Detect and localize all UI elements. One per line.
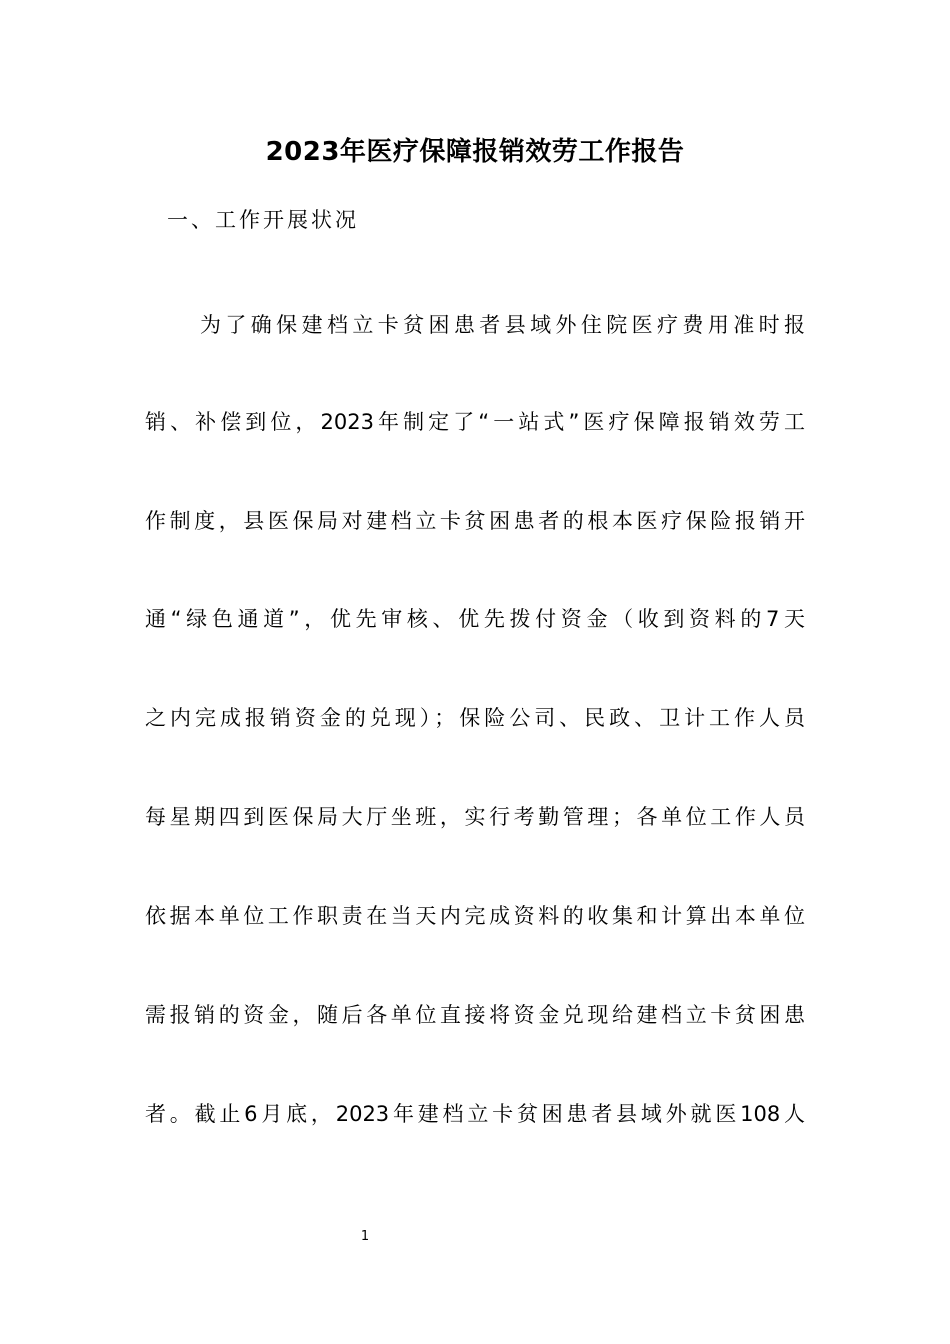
paragraph-line: 销、补偿到位，2023年制定了“一站式”医疗保障报销效劳工 [145, 410, 805, 434]
page-number: 1 [360, 1229, 370, 1244]
section-heading: 一、工作开展状况 [167, 208, 359, 232]
paragraph-line: 作制度，县医保局对建档立卡贫困患者的根本医疗保险报销开 [145, 509, 805, 533]
paragraph-line: 者。截止6月底，2023年建档立卡贫困患者县域外就医108人 [145, 1102, 805, 1126]
document-title: 2023年医疗保障报销效劳工作报告 [265, 137, 685, 167]
paragraph-line: 依据本单位工作职责在当天内完成资料的收集和计算出本单位 [145, 904, 805, 928]
paragraph-line: 通“绿色通道”，优先审核、优先拨付资金（收到资料的7天 [145, 607, 805, 631]
paragraph-line: 之内完成报销资金的兑现）；保险公司、民政、卫计工作人员 [145, 706, 805, 730]
paragraph-line: 每星期四到医保局大厅坐班，实行考勤管理；各单位工作人员 [145, 805, 805, 829]
paragraph-line: 需报销的资金，随后各单位直接将资金兑现给建档立卡贫困患 [145, 1003, 805, 1027]
paragraph-line: 为了确保建档立卡贫困患者县域外住院医疗费用准时报 [200, 313, 805, 337]
